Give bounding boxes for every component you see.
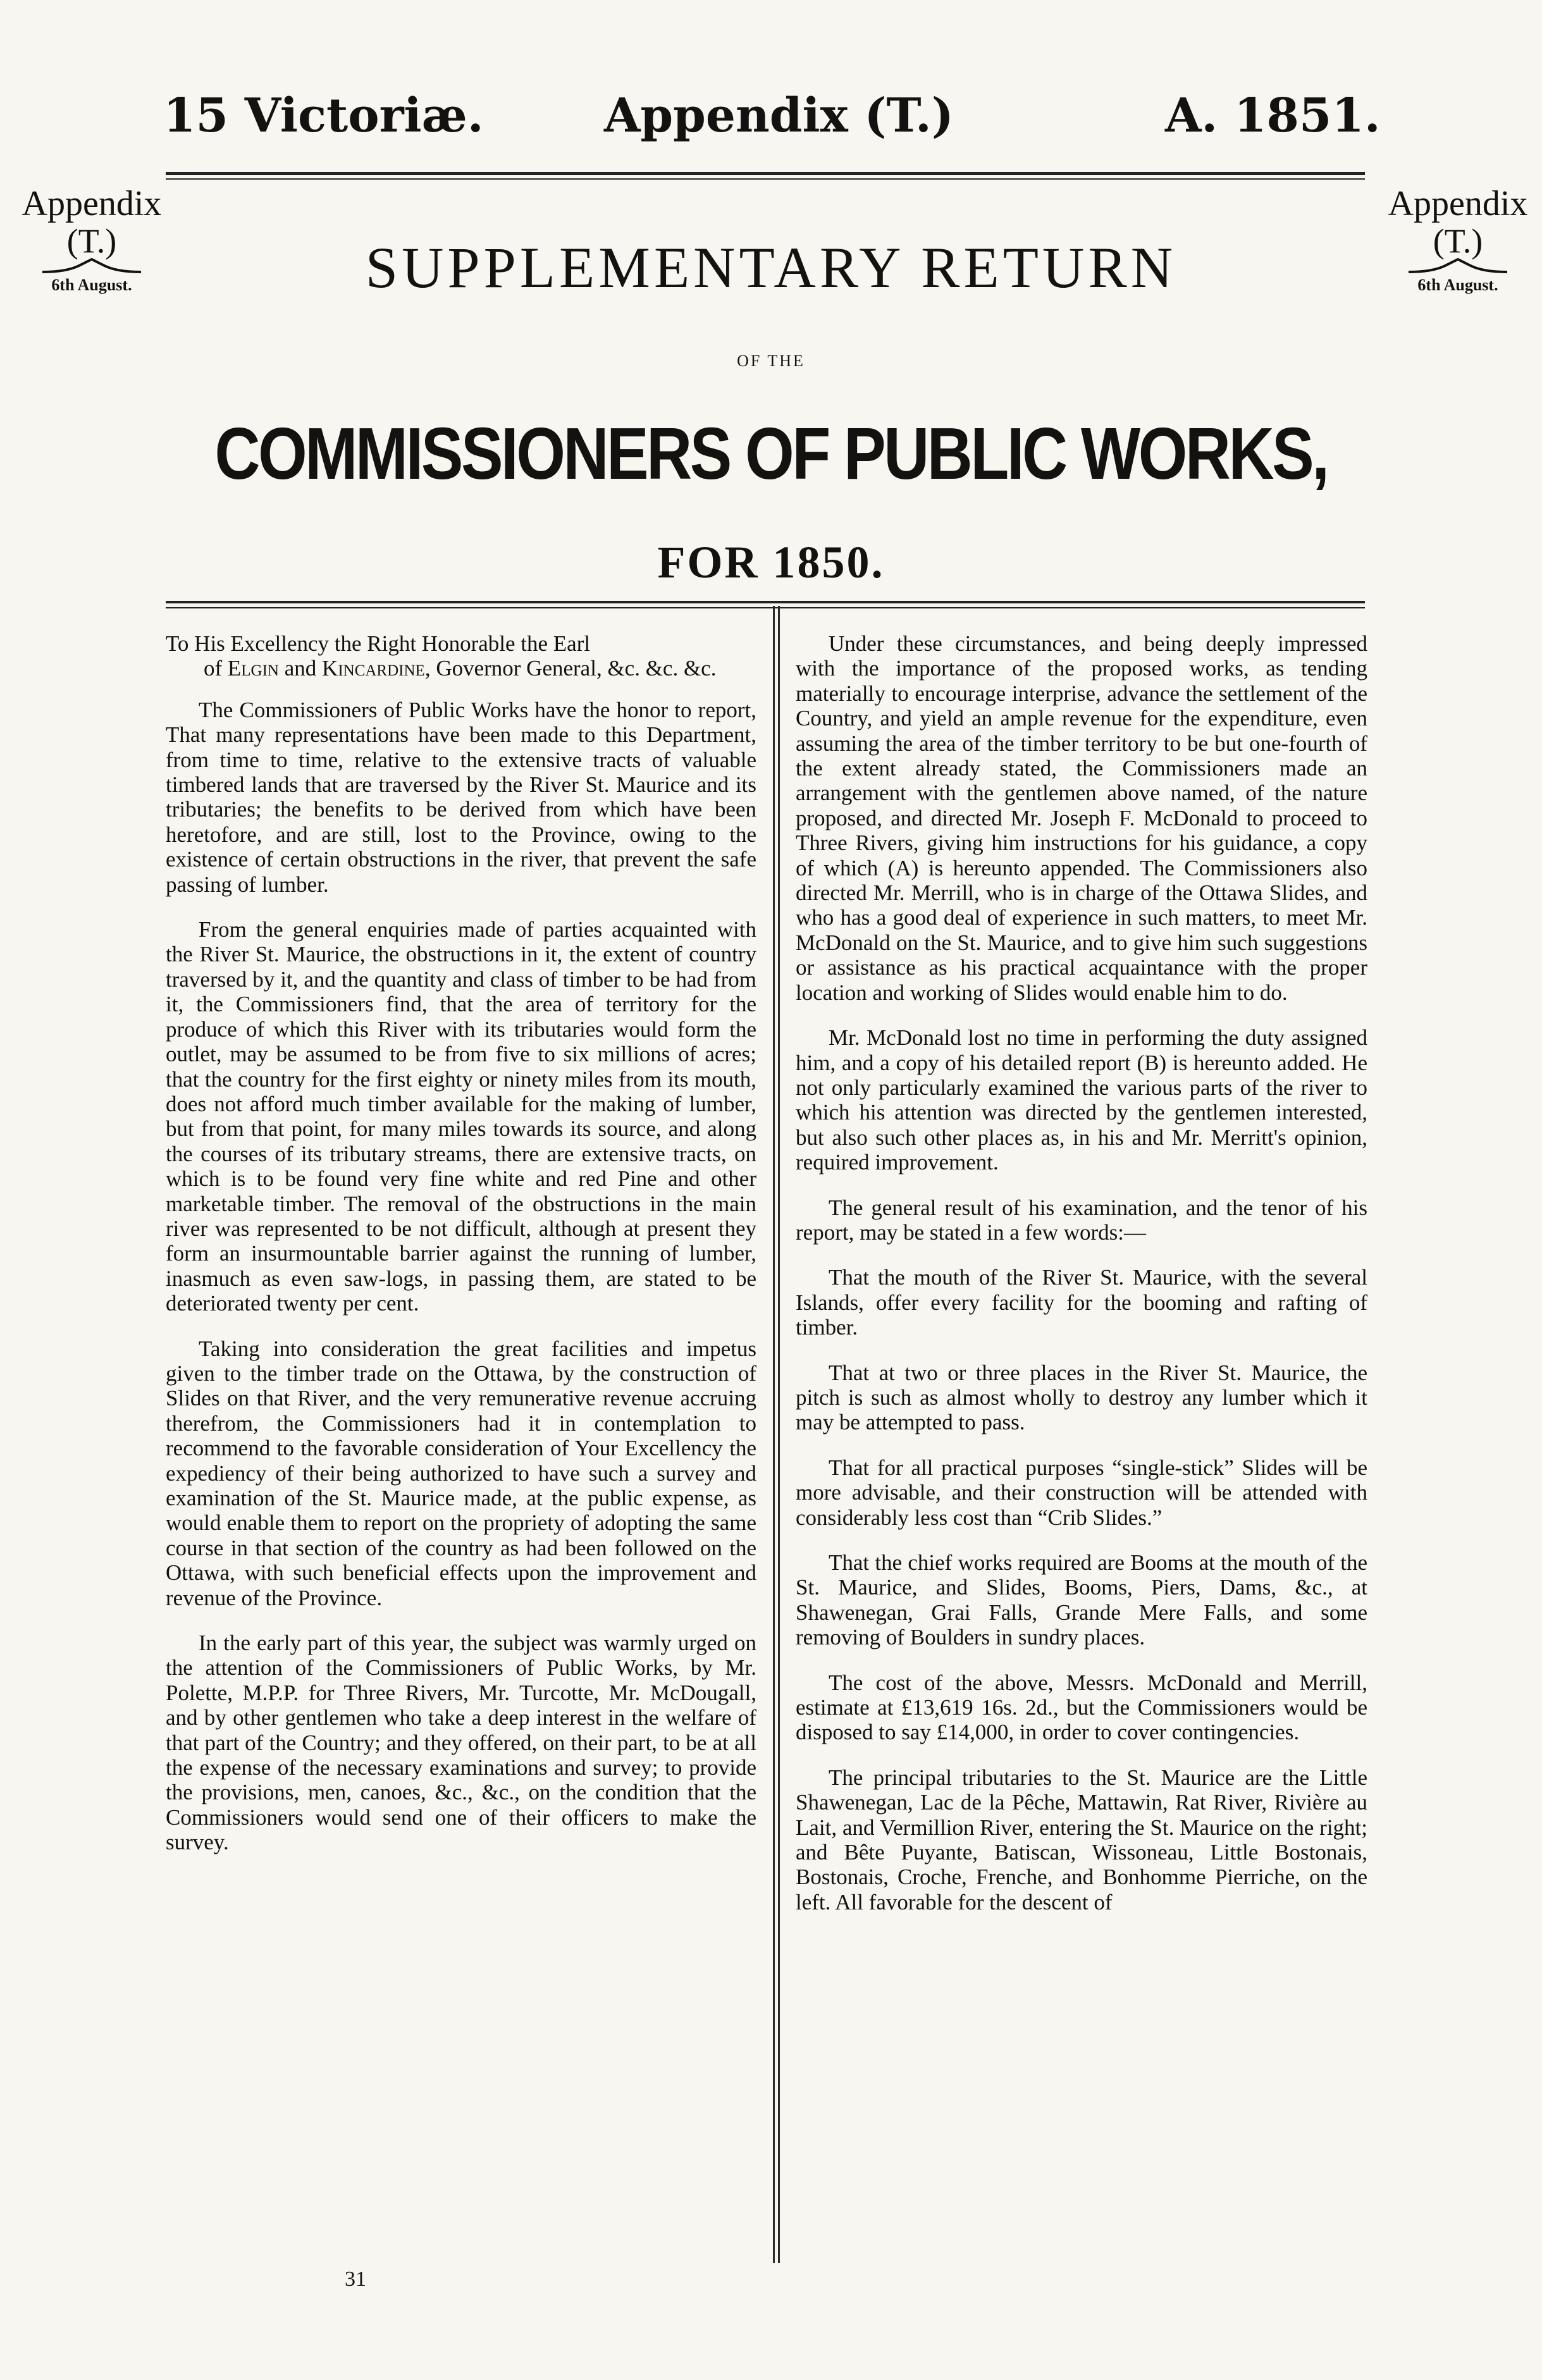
address-and: and — [279, 656, 323, 681]
address-kincardine: Kincardine — [322, 656, 425, 681]
right-paragraph-1: Under these circumstances, and being deeply impressed with the importance of the proposed works, as tending materially to encourage interprise, advance the settlement of the Country, and yield an ample revenue for the expenditure, even assuming the area of the timber territory to be but one-fourth of the extent already stated, the Commissioners made an arrangement with the gentlemen above named, of the nature proposed, and directed Mr. Joseph F. McDonald to proceed to Three Rivers, giving him instructions for his guidance, a copy of which (A) is hereunto appended. The Commissioners also directed Mr. Merrill, who is in charge of the Ottawa Slides, and who has a good deal of experience in such matters, to meet Mr. McDonald on the St. Maurice, and to give him such suggestions or assistance as his practical acquaintance with the proper location and working of Slides would enable him to do. — [796, 631, 1367, 1005]
running-head-left: 15 Victoriæ. — [163, 89, 484, 143]
address-rest: , Governor General, &c. &c. &c. — [424, 656, 717, 681]
title-of-the: OF THE — [737, 352, 805, 370]
right-paragraph-7: That the chief works required are Booms at the mouth of the St. Maurice, and Slides, Booms, Piers, Dams, &c., at Shawenegan, Grai Falls, Grande Mere Falls, and some removing of Boulders in sundry places. — [796, 1550, 1367, 1650]
margin-note-left-line2: (T.) — [66, 222, 117, 260]
left-column — [166, 631, 756, 1875]
right-paragraph-5: That at two or three places in the River St. Maurice, the pitch is such as almost wholly to destroy any lumber which it may be attempted to pass. — [796, 1360, 1367, 1435]
running-head-center: Appendix (T.) — [604, 89, 954, 143]
left-paragraph-2: From the general enquiries made of parties acquainted with the River St. Maurice, the obstructions in it, the extent of country traversed by it, and the quantity and class of timber to be had from it, the Commissioners find, that the area of territory for the produce of which this River with its tributaries would form the outlet, may be assumed to be from five to six millions of acres; that the country for the first eighty or ninety miles from its mouth, does not afford much timber available for the making of lumber, but from that point, for many miles towards its source, and along the courses of its tributary streams, there are extensive tracts, on which is to be found very fine white and red Pine and other marketable timber. The removal of the obstructions in the main river was represented to be not difficult, although at present they form an insurmountable barrier against the running of lumber, inasmuch as even saw-logs, in passing them, are stated to be deteriorated twenty per cent. — [166, 917, 756, 1316]
title-commissioners: COMMISSIONERS OF PUBLIC WORKS, — [214, 412, 1328, 495]
right-paragraph-8: The cost of the above, Messrs. McDonald and Merrill, estimate at £13,619 16s. 2d., but the Commissioners would be disposed to say £14,000, in order to cover contingencies. — [796, 1670, 1367, 1745]
right-paragraph-4: That the mouth of the River St. Maurice, with the several Islands, offer every facility for the booming and rafting of timber. — [796, 1265, 1367, 1340]
running-head-right: A. 1851. — [1165, 89, 1381, 143]
address-elgin: Elgin — [227, 656, 279, 681]
left-paragraph-1: The Commissioners of Public Works have the honor to report, That many representations have been made to this Department, from time to time, relative to the extensive tracts of valuable timbered lands that are traversed by the River St. Maurice and its tributaries; the benefits to be derived from which have been heretofore, and are still, lost to the Province, owing to the existence of certain obstructions in the river, that prevent the safe passing of lumber. — [166, 697, 756, 897]
page-number: 31 — [345, 2267, 366, 2291]
margin-note-right-line2: (T.) — [1433, 222, 1483, 260]
left-paragraph-4: In the early part of this year, the subject was warmly urged on the attention of the Commissioners of Public Works, by Mr. Polette, M.P.P. for Three Rivers, Mr. Turcotte, Mr. McDougall, and by other gentlemen who take a deep interest in the welfare of that part of the Country; and they offered, on their part, to be at all the expense of the necessary examinations and survey; to provide the provisions, men, canoes, &c., &c., on the condition that the Commissioners would send one of their officers to make the survey. — [166, 1631, 756, 1855]
address-line-1: To His Excellency the Right Honorable the Earl — [166, 631, 591, 656]
header-rule-thick — [166, 172, 1365, 175]
header-rule-thin — [166, 178, 1365, 180]
title-rule-thick — [166, 601, 1365, 603]
title-rule-thin — [166, 607, 1365, 608]
title-supplementary-return: SUPPLEMENTARY RETURN — [365, 235, 1177, 300]
right-column — [796, 631, 1367, 1935]
margin-note-left-line1: Appendix — [22, 184, 162, 223]
margin-note-right-line1: Appendix — [1388, 184, 1528, 223]
right-paragraph-6: That for all practical purposes “single-stick” Slides will be more advisable, and their construction will be attended with considerably less cost than “Crib Slides.” — [796, 1455, 1367, 1530]
left-paragraph-3: Taking into consideration the great facilities and impetus given to the timber trade on the Ottawa, by the construction of Slides on that River, and the very remunerative revenue accruing therefrom, the Commissioners had it in contemplation to recommend to the favorable consideration of Your Excellency the expediency of their being authorized to have such a survey and examination of the St. Maurice made, at the public expense, as would enable them to report on the propriety of adopting the same course in that section of the country as had been followed on the Ottawa, with such beneficial effects upon the improvement and revenue of the Province. — [166, 1336, 756, 1610]
right-paragraph-2: Mr. McDonald lost no time in performing the duty assigned him, and a copy of his detailed report (B) is hereunto added. He not only particularly examined the various parts of the river to which his attention was directed by the gentlemen interested, but also such other places as, in his and Mr. Merritt's opinion, required improvement. — [796, 1025, 1367, 1175]
margin-note-left-date: 6th August. — [51, 276, 132, 294]
right-paragraph-9: The principal tributaries to the St. Maurice are the Little Shawenegan, Lac de la Pêche, Mattawin, Rat River, Rivière au Lait, and Vermillion River, entering the St. Maurice on the right; and Bête Puyante, Batiscan, Wissoneau, Little Bostonais, Bostonais, Croche, Frenche, and Bonhomme Pierriche, on the left. All favorable for the descent of — [796, 1765, 1367, 1914]
title-year: FOR 1850. — [657, 537, 885, 588]
margin-note-right-date: 6th August. — [1417, 276, 1498, 294]
right-paragraph-3: The general result of his examination, and the tenor of his report, may be stated in a few words:— — [796, 1195, 1367, 1245]
address-block — [166, 631, 756, 681]
address-of: of — [204, 656, 228, 681]
column-separator — [773, 606, 775, 2263]
column-separator-secondary — [778, 606, 780, 2263]
